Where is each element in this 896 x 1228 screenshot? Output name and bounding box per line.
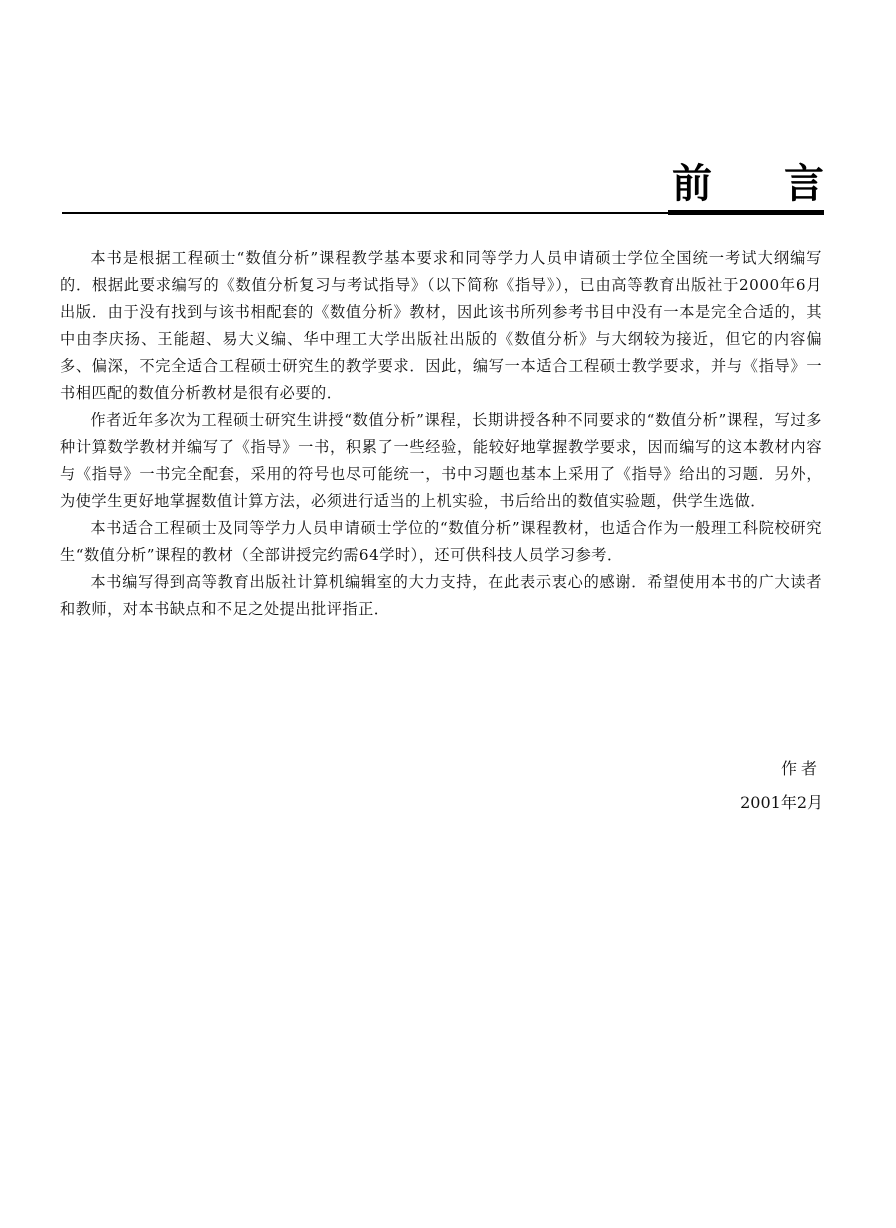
paragraph-4: 本书编写得到高等教育出版社计算机编辑室的大力支持，在此表示衷心的感谢．希望使用本书的广大读者和教师，对本书缺点和不足之处提出批评指正． — [60, 573, 822, 618]
preface-body — [60, 245, 822, 623]
page-title: 前言 — [672, 161, 896, 207]
signature-block — [740, 752, 823, 820]
paragraph-3: 本书适合工程硕士及同等学力人员申请硕士学位的“数值分析”课程教材，也适合作为一般理工科院校研究生“数值分析”课程的教材（全部讲授完约需64学时），还可供科技人员学习参考． — [60, 519, 822, 564]
paragraph-1: 本书是根据工程硕士“数值分析”课程教学基本要求和同等学力人员申请硕士学位全国统一考试大纲编写的．根据此要求编写的《数值分析复习与考试指导》（以下简称《指导》），已由高等教育出版社于2000年6月出版．由于没有找到与该书相配套的《数值分析》教材，因此该书所列参考书目中没有一本是完全合适的，其中由李庆扬、王能超、易大义编、华中理工大学出版社出版的《数值分析》与大纲较为接近，但它的内容偏多、偏深，不完全适合工程硕士研究生的教学要求．因此，编写一本适合工程硕士教学要求，并与《指导》一书相匹配的数值分析教材是很有必要的． — [60, 249, 822, 402]
signature-date: 2001年2月 — [740, 793, 823, 812]
heading-rule-accent — [668, 210, 824, 215]
signature-author: 作者 — [780, 759, 821, 778]
paragraph-2: 作者近年多次为工程硕士研究生讲授“数值分析”课程，长期讲授各种不同要求的“数值分析”课程，写过多种计算数学教材并编写了《指导》一书，积累了一些经验，能较好地掌握教学要求，因而编写的这本教材内容与《指导》一书完全配套，采用的符号也尽可能统一，书中习题也基本上采用了《指导》给出的习题．另外，为使学生更好地掌握数值计算方法，必须进行适当的上机实验，书后给出的数值实验题，供学生选做． — [60, 411, 822, 510]
preface-heading — [0, 160, 896, 210]
